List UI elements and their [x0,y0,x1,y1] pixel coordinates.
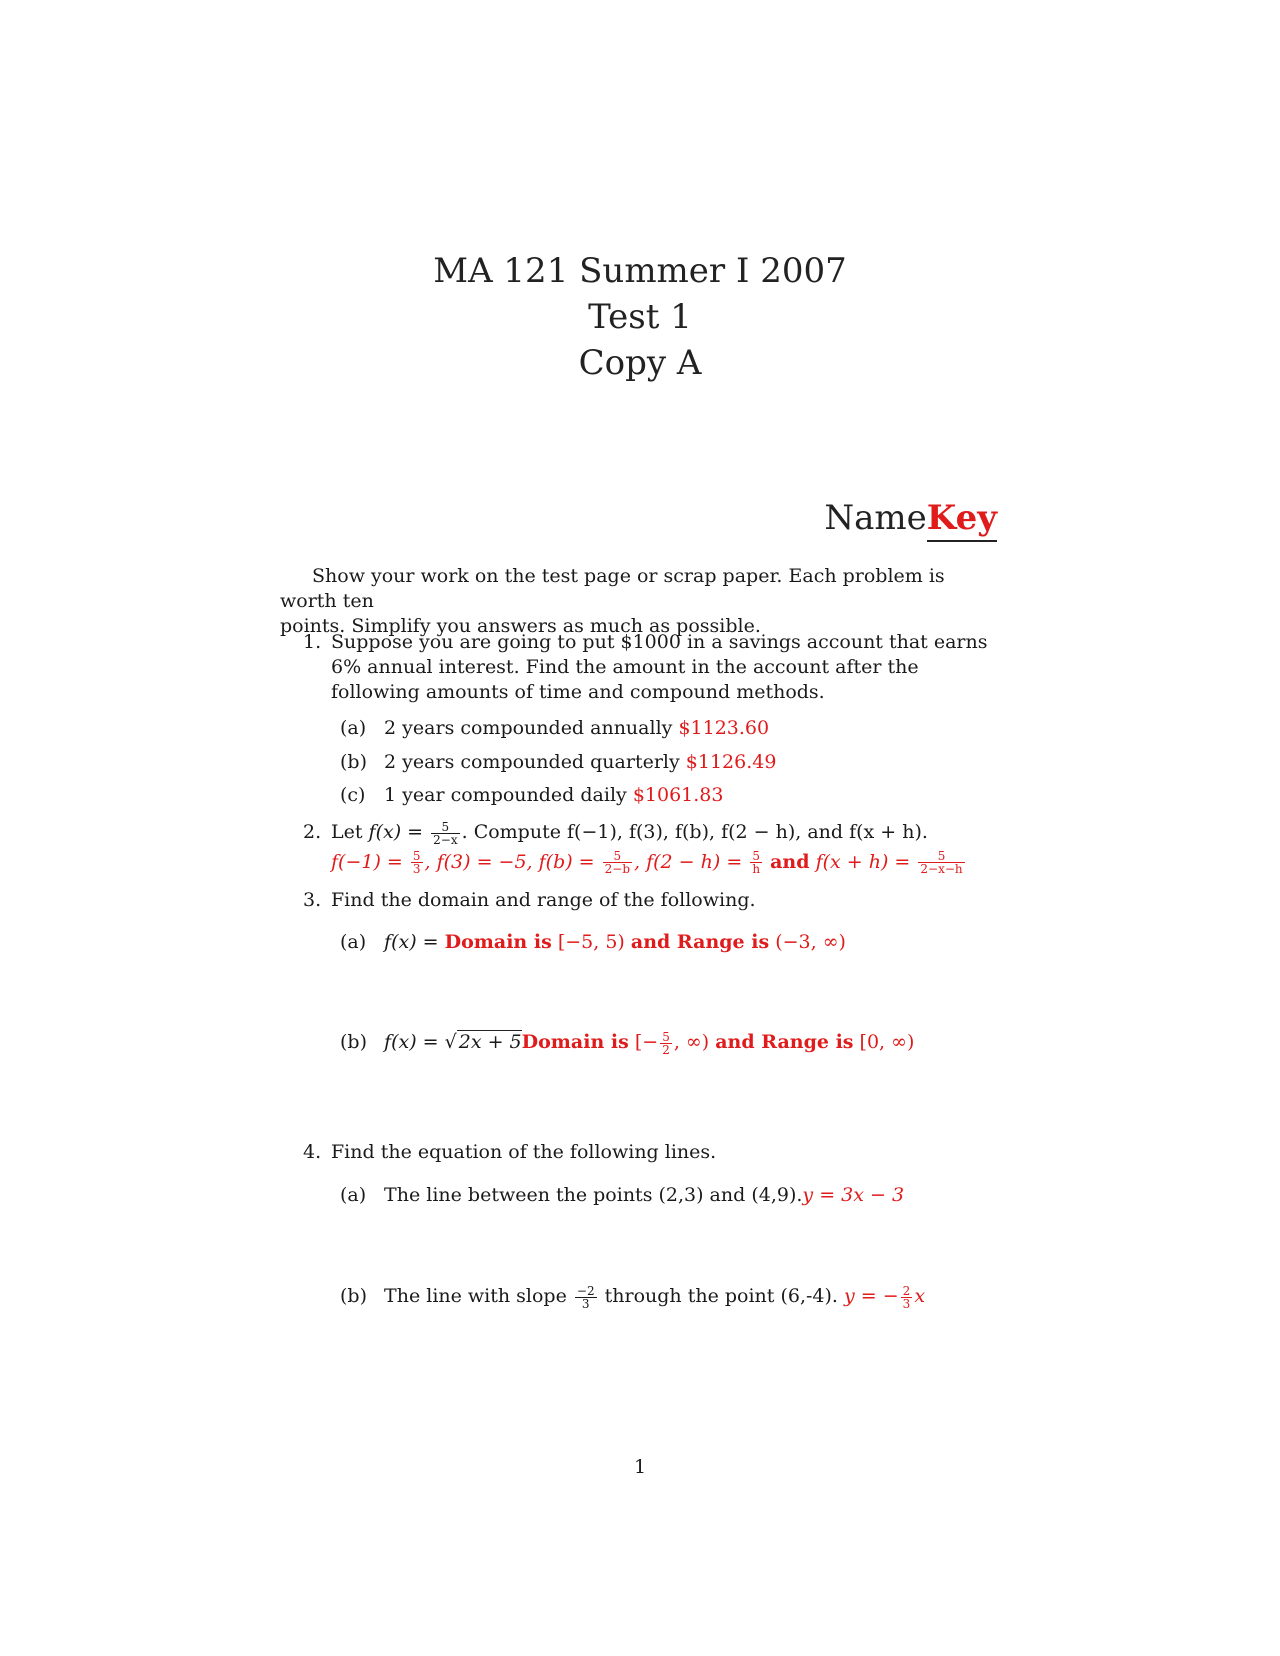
sub-text: The line with slope [384,1285,567,1307]
domain-value: [−5, 5) [557,931,625,953]
problem-1 [303,630,1003,705]
problem-1b [340,750,776,775]
instructions [280,564,1000,639]
fraction [750,850,762,875]
numerator: 5 [431,821,459,834]
function-def: f(x) = [384,931,439,953]
problem-number: 2. [303,821,322,843]
sub-text: through the point (6,-4). [604,1285,838,1307]
problem-number: 1. [303,631,322,653]
denominator: 3 [581,1296,590,1311]
fraction [575,1285,597,1310]
numerator: −2 [576,1283,595,1298]
problem-4 [303,1140,1003,1165]
name-label: Name [824,498,927,538]
problem-text: Find the domain and range of the following. [331,889,756,911]
range-label: and Range is [715,1031,854,1053]
answer: y = 3x − 3 [802,1184,905,1206]
answer-part: f(−1) = [331,850,403,873]
fraction [918,850,964,875]
function-def: f(x) = [384,1031,439,1053]
answer-prefix: y = − [844,1285,899,1307]
numerator: 2 [902,1283,911,1298]
domain-label: Domain is [444,931,552,953]
numerator: 5 [603,850,632,863]
page-number: 1 [633,1456,647,1478]
range-label: and Range is [630,931,770,953]
range-value: (−3, ∞) [775,931,846,953]
domain-open: [− [634,1031,659,1053]
answer: $1123.60 [678,717,770,739]
problem-number: 3. [303,889,322,911]
problem-3a [340,930,846,955]
problem-1a [340,716,769,741]
sub-label: (a) [340,717,367,739]
denominator: 3 [902,1296,911,1311]
instructions-line-1: Show your work on the test page or scrap paper. Each problem is worth ten [280,565,945,612]
range-value: [0, ∞) [859,1031,915,1053]
sub-text: 2 years compounded annually [384,717,673,739]
sub-label: (b) [340,1285,367,1307]
radical-sign: √ [444,1031,457,1053]
numerator: 5 [918,850,964,863]
copy-title: Copy A [578,343,702,383]
function-def: f(x) = [368,821,424,843]
sub-label: (b) [340,1031,367,1053]
problem-3 [303,888,1003,913]
sub-text: 1 year compounded daily [384,784,627,806]
title-block [0,248,1280,386]
answer: $1126.49 [685,751,777,773]
sub-text: 2 years compounded quarterly [384,751,680,773]
denominator: 2−x−h [920,862,963,876]
denominator: 2 [662,1042,670,1057]
problem-number: 4. [303,1141,322,1163]
fraction [901,1285,913,1310]
problem-text [331,820,1003,846]
problem-text: Find the equation of the following lines. [331,1141,717,1163]
sub-text: The line between the points (2,3) and (4,9). [384,1184,803,1206]
answer-part: f(x + h) = [815,850,911,873]
problem-4a [340,1183,904,1208]
sub-label: (a) [340,931,367,953]
problem-text: Suppose you are going to put $1000 in a savings account that earns 6% annual interest. Find the amount in the account after the following amounts of time and compound methods. [331,631,988,703]
radicand: 2x + 5 [458,1031,522,1053]
fraction [603,850,632,875]
denominator: 2−x [433,832,458,847]
problem-4b [340,1284,925,1310]
problem-3b [340,1030,914,1056]
let-word: Let [331,821,363,843]
denominator: 2−b [604,862,631,876]
domain-label: Domain is [521,1031,629,1053]
problem-2 [303,820,1003,875]
denominator: 3 [412,862,421,876]
answer-part: , f(3) = −5, f(b) = [424,850,595,873]
sub-label: (b) [340,751,367,773]
fraction [431,821,459,846]
domain-value [634,1029,710,1057]
numerator: 5 [412,849,421,863]
compute-text: . Compute f(−1), f(3), f(b), f(2 − h), and f(x + h). [461,821,928,843]
problem-1c [340,783,723,808]
fraction [411,850,423,875]
name-value: Key [927,498,997,542]
numerator: 5 [750,850,762,863]
instructions-line-2: points. Simplify you answers as much as possible. [280,615,761,637]
problem-2-answer [331,850,1003,876]
sub-label: (c) [340,784,366,806]
domain-close: , ∞) [673,1031,710,1053]
sub-label: (a) [340,1184,367,1206]
answer-suffix: x [914,1285,926,1307]
test-title: Test 1 [588,297,692,337]
answer [844,1283,926,1311]
answer: $1061.83 [632,784,724,806]
answer-and: and [770,850,810,873]
fraction [660,1031,672,1056]
name-field [824,498,997,538]
course-title: MA 121 Summer I 2007 [433,251,847,291]
numerator: 5 [662,1029,670,1044]
answer-part: , f(2 − h) = [634,850,743,873]
denominator: h [752,862,761,876]
